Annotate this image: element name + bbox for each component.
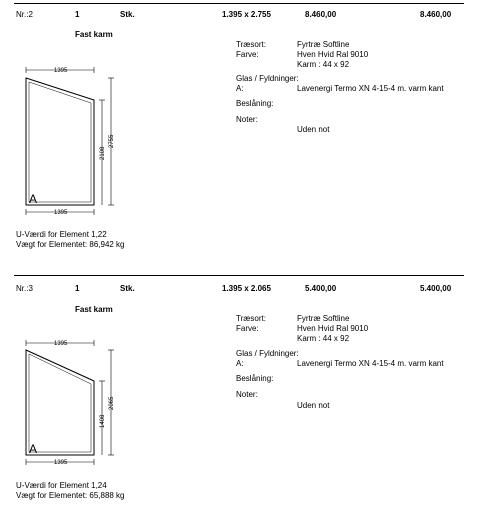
item-number: Nr.:2 [16,10,33,19]
noter-value: Uden not [297,125,330,134]
frame-outer [26,350,94,455]
karm-value: Karm : 44 x 92 [297,334,350,343]
beslaning-label: Beslåning: [236,374,274,383]
glas-a-label: A: [236,84,244,93]
item-top-rule [14,3,464,4]
item-dimensions: 1.395 x 2.065 [222,284,271,293]
bottom-width-label: 1395 [54,460,68,466]
glas-label: Glas / Fyldninger: [236,74,299,83]
short-height-label: 1408 [100,414,106,428]
window-drawing [14,60,134,220]
farve-label: Farve: [236,324,259,333]
item-title: Fast karm [75,30,113,39]
bottom-width-label: 1395 [54,210,68,216]
frame-outer [26,78,94,205]
traesort-value: Fyrtræ Softline [297,314,350,323]
u-value: U-Værdi for Element 1,24 [16,481,107,490]
noter-value: Uden not [297,401,330,410]
item-dimensions: 1.395 x 2.755 [222,10,271,19]
glass-label-a: A [29,442,38,456]
element-weight: Vægt for Elementet: 65,888 kg [16,491,125,500]
item-total-price: 8.460,00 [420,10,452,19]
glas-a-value: Lavenergi Termo XN 4-15-4 m. varm kant [297,84,444,93]
karm-value: Karm : 44 x 92 [297,60,350,69]
short-height-label: 2108 [100,146,106,160]
item-unit-price: 8.460,00 [305,10,337,19]
item-total-price: 5.400,00 [420,284,452,293]
item-number: Nr.:3 [16,284,33,293]
element-weight: Vægt for Elementet: 86,942 kg [16,240,125,249]
item-top-rule [14,275,464,276]
item-unit-price: 5.400,00 [305,284,337,293]
farve-value: Hven Hvid Ral 9010 [297,324,369,333]
glass-label-a: A [29,192,38,206]
u-value: U-Værdi for Element 1,22 [16,230,107,239]
beslaning-label: Beslåning: [236,99,274,108]
farve-value: Hven Hvid Ral 9010 [297,50,369,59]
item-quantity: 1 [75,284,80,293]
farve-label: Farve: [236,50,259,59]
top-width-label: 1395 [54,341,68,347]
item-title: Fast karm [75,305,113,314]
item-unit: Stk. [120,284,135,293]
noter-label: Noter: [236,115,258,124]
item-quantity: 1 [75,10,80,19]
glas-a-label: A: [236,359,244,368]
full-height-label: 2755 [109,134,115,148]
glas-label: Glas / Fyldninger: [236,349,299,358]
traesort-value: Fyrtræ Softline [297,40,350,49]
top-width-label: 1395 [54,68,68,74]
noter-label: Noter: [236,390,258,399]
window-drawing [14,335,134,475]
traesort-label: Træsort: [236,40,266,49]
full-height-label: 2065 [109,396,115,410]
item-unit: Stk. [120,10,135,19]
traesort-label: Træsort: [236,314,266,323]
glas-a-value: Lavenergi Termo XN 4-15-4 m. varm kant [297,359,444,368]
